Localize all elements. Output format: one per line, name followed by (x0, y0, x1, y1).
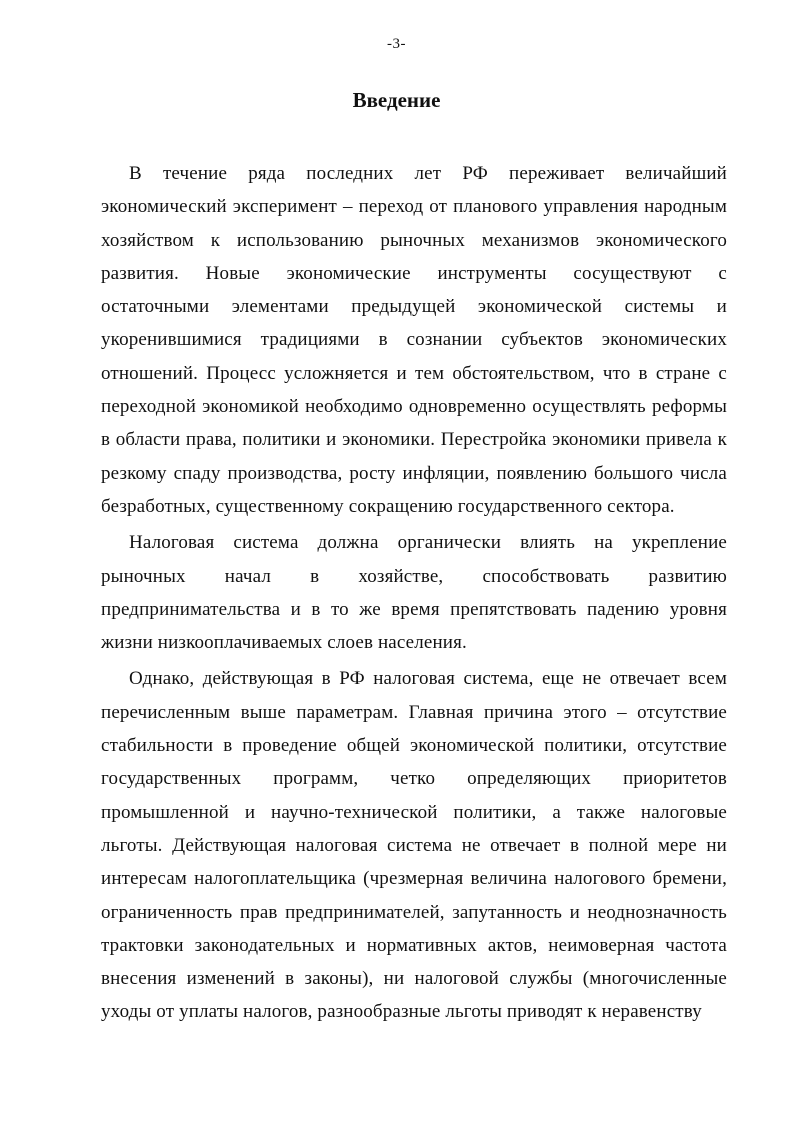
paragraph-2: Налоговая система должна органически влиять на укрепление рыночных начал в хозяйстве, способствовать развитию предпринимательства и в то же время препятствовать падению уровня жизни низкооплачиваемых слоев населения. (101, 532, 727, 654)
document-body (101, 157, 727, 1032)
page-title: Введение (352, 88, 441, 112)
page-number: -3- (387, 36, 406, 52)
paragraph-1: В течение ряда последних лет РФ переживает величайший экономический эксперимент – переход от планового управления народным хозяйством к использованию рыночных механизмов экономического развития. Новые экономические инструменты сосуществуют с остаточными элементами предыдущей экономической системы и укоренившимися традициями в сознании субъектов экономических отношений. Процесс усложняется и тем обстоятельством, что в стране с переходной экономикой необходимо одновременно осуществлять реформы в области права, политики и экономики. Перестройка экономики привела к резкому спаду производства, росту инфляции, появлению большого числа безработных, существенному сокращению государственного сектора. (101, 163, 727, 517)
paragraph-3: Однако, действующая в РФ налоговая система, еще не отвечает всем перечисленным выше параметрам. Главная причина этого – отсутствие стабильности в проведение общей экономической политики, отсутствие государственных программ, четко определяющих приоритетов промышленной и научно-технической политики, а также налоговые льготы. Действующая налоговая система не отвечает в полной мере ни интересам налогоплательщика (чрезмерная величина налогового бремени, ограниченность прав предпринимателей, запутанность и неоднозначность трактовки законодательных и нормативных актов, неимоверная частота внесения изменений в законы), ни налоговой службы (многочисленные уходы от уплаты налогов, разнообразные льготы приводят к неравенству (101, 668, 727, 1023)
